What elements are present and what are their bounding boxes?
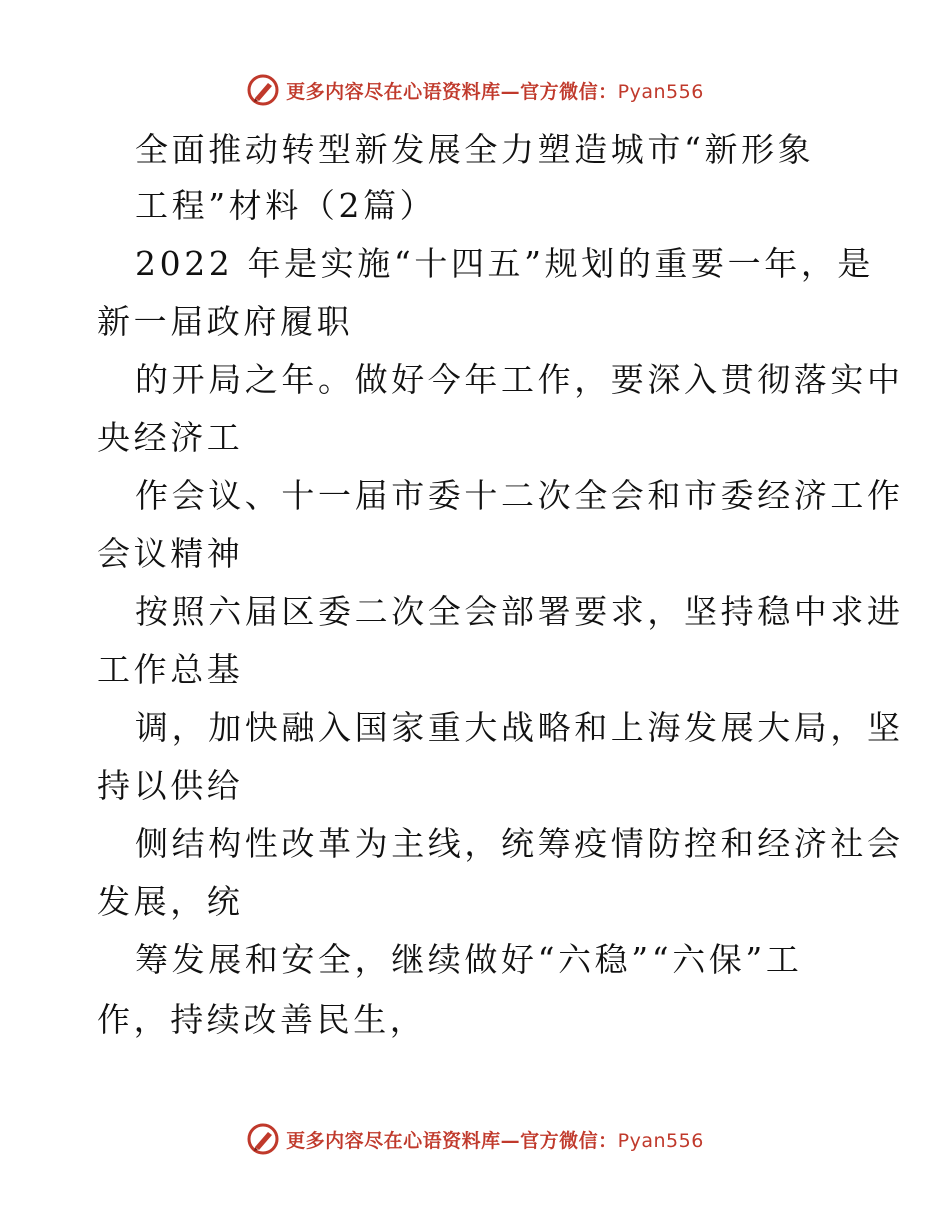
footer-banner-text: [286, 1126, 704, 1153]
title-line-2: 工程”材料（2篇）: [135, 186, 437, 225]
paragraph-line: 筹发展和安全，继续做好“六稳”“六保”工: [135, 940, 803, 979]
paragraph-line: 调，加快融入国家重大战略和上海发展大局，坚: [135, 708, 904, 747]
paragraph-line: 的开局之年。做好今年工作，要深入贯彻落实中: [135, 360, 904, 399]
paragraph-line: 央经济工: [97, 418, 244, 457]
pen-logo-icon: [246, 73, 280, 107]
header-wechat-id[interactable]: Pyan556: [617, 80, 704, 103]
paragraph-line: 新一届政府履职: [97, 302, 354, 341]
paragraph-line: 作，持续改善民生，: [97, 1000, 427, 1039]
paragraph-line: 发展，统: [97, 882, 244, 921]
title-line-1: 全面推动转型新发展全力塑造城市“新形象: [135, 130, 815, 169]
paragraph-line: 侧结构性改革为主线，统筹疫情防控和经济社会: [135, 824, 904, 863]
header-banner-text: [286, 77, 704, 104]
footer-banner: [0, 1119, 950, 1159]
footer-banner-label: 更多内容尽在心语资料库—官方微信：: [286, 1129, 618, 1152]
paragraph-line: 会议精神: [97, 534, 244, 573]
paragraph-line: 按照六届区委二次全会部署要求，坚持稳中求进: [135, 592, 904, 631]
header-banner: [0, 70, 950, 110]
paragraph-line: 作会议、十一届市委十二次全会和市委经济工作: [135, 476, 904, 515]
header-banner-label: 更多内容尽在心语资料库—官方微信：: [286, 80, 618, 103]
pen-logo-icon: [246, 1122, 280, 1156]
paragraph-line: 持以供给: [97, 766, 244, 805]
paragraph-line: 2022 年是实施“十四五”规划的重要一年，是: [135, 244, 875, 283]
footer-wechat-id[interactable]: Pyan556: [617, 1129, 704, 1152]
paragraph-line: 工作总基: [97, 650, 244, 689]
